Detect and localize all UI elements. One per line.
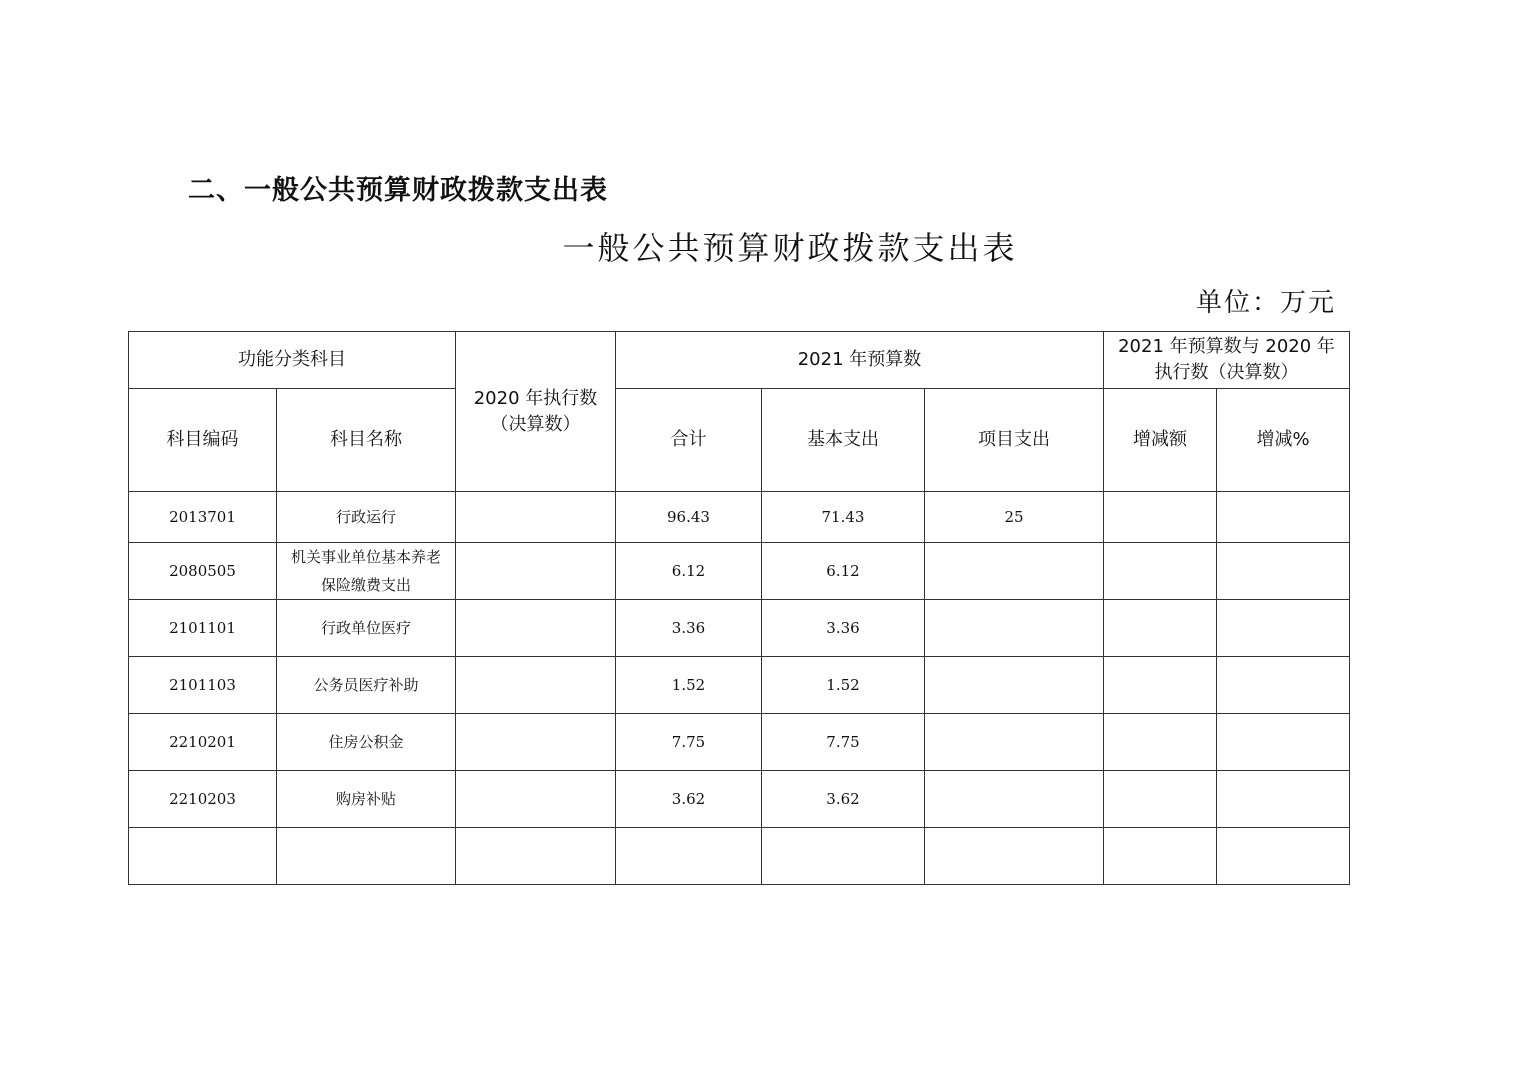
cell-code: 2101101 — [129, 600, 277, 657]
cell-pct — [1217, 543, 1350, 600]
cell-code — [129, 828, 277, 885]
budget-table — [128, 331, 1350, 885]
table-title: 一般公共预算财政拨款支出表 — [562, 229, 1018, 267]
cell-change — [1104, 771, 1217, 828]
header-change-group: 2021 年预算数与 2020 年执行数（决算数） — [1104, 332, 1350, 389]
cell-total: 1.52 — [616, 657, 762, 714]
cell-basic: 6.12 — [762, 543, 925, 600]
cell-project — [925, 771, 1104, 828]
cell-name: 购房补贴 — [277, 771, 456, 828]
table-row — [129, 657, 1350, 714]
cell-basic: 7.75 — [762, 714, 925, 771]
cell-total: 6.12 — [616, 543, 762, 600]
cell-name — [277, 828, 456, 885]
cell-pct — [1217, 492, 1350, 543]
cell-basic — [762, 828, 925, 885]
unit-label: 单位：万元 — [1195, 288, 1336, 318]
cell-pct — [1217, 600, 1350, 657]
cell-basic: 3.36 — [762, 600, 925, 657]
cell-basic: 71.43 — [762, 492, 925, 543]
cell-prev — [456, 657, 616, 714]
cell-total: 96.43 — [616, 492, 762, 543]
cell-project — [925, 828, 1104, 885]
table-row — [129, 714, 1350, 771]
cell-prev — [456, 492, 616, 543]
cell-pct — [1217, 714, 1350, 771]
header-code: 科目编码 — [129, 389, 277, 492]
cell-project — [925, 543, 1104, 600]
cell-pct — [1217, 828, 1350, 885]
cell-name: 行政运行 — [277, 492, 456, 543]
cell-change — [1104, 828, 1217, 885]
cell-project — [925, 714, 1104, 771]
table-row — [129, 600, 1350, 657]
cell-code: 2210203 — [129, 771, 277, 828]
header-basic: 基本支出 — [762, 389, 925, 492]
cell-name: 行政单位医疗 — [277, 600, 456, 657]
cell-change — [1104, 714, 1217, 771]
table-row — [129, 771, 1350, 828]
header-budget-group: 2021 年预算数 — [616, 332, 1104, 389]
cell-name: 住房公积金 — [277, 714, 456, 771]
cell-project — [925, 600, 1104, 657]
cell-pct — [1217, 657, 1350, 714]
cell-change — [1104, 657, 1217, 714]
cell-code: 2080505 — [129, 543, 277, 600]
cell-name: 公务员医疗补助 — [277, 657, 456, 714]
cell-total: 7.75 — [616, 714, 762, 771]
cell-basic: 3.62 — [762, 771, 925, 828]
header-change-pct: 增减% — [1217, 389, 1350, 492]
cell-prev — [456, 714, 616, 771]
table-row — [129, 492, 1350, 543]
cell-change — [1104, 543, 1217, 600]
cell-code: 2013701 — [129, 492, 277, 543]
cell-total: 3.62 — [616, 771, 762, 828]
cell-prev — [456, 771, 616, 828]
cell-pct — [1217, 771, 1350, 828]
header-project: 项目支出 — [925, 389, 1104, 492]
cell-code: 2210201 — [129, 714, 277, 771]
cell-basic: 1.52 — [762, 657, 925, 714]
cell-prev — [456, 543, 616, 600]
cell-project: 25 — [925, 492, 1104, 543]
cell-prev — [456, 600, 616, 657]
cell-prev — [456, 828, 616, 885]
header-category-group: 功能分类科目 — [129, 332, 456, 389]
table-row — [129, 543, 1350, 600]
header-prev-exec: 2020 年执行数（决算数） — [456, 332, 616, 492]
header-name: 科目名称 — [277, 389, 456, 492]
header-change-amount: 增减额 — [1104, 389, 1217, 492]
cell-name: 机关事业单位基本养老保险缴费支出 — [277, 543, 456, 600]
cell-change — [1104, 600, 1217, 657]
cell-total — [616, 828, 762, 885]
cell-total: 3.36 — [616, 600, 762, 657]
table-row — [129, 828, 1350, 885]
cell-project — [925, 657, 1104, 714]
cell-code: 2101103 — [129, 657, 277, 714]
cell-change — [1104, 492, 1217, 543]
header-total: 合计 — [616, 389, 762, 492]
section-heading: 二、一般公共预算财政拨款支出表 — [188, 175, 608, 206]
